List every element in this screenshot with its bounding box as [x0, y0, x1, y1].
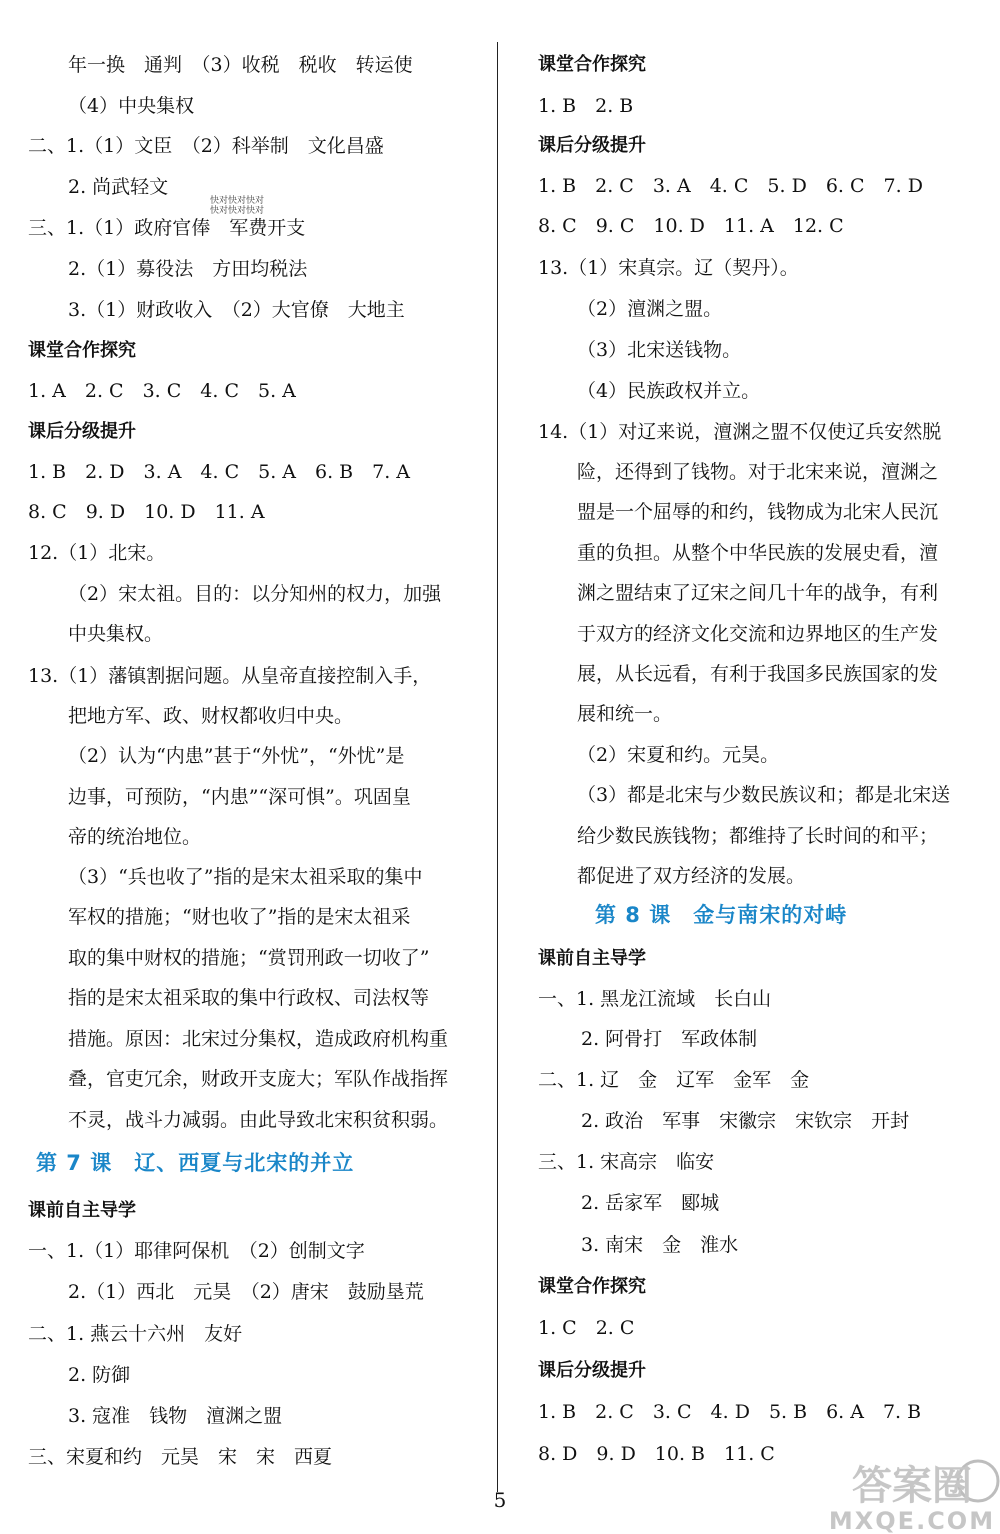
watermark-text: 快对快对快对 快对快对快对	[210, 196, 265, 216]
text-line: 中央集权。	[68, 623, 164, 645]
text-line: 1. B 2. B	[538, 95, 634, 117]
text-line: 边事，可预防，“内患”“深可惧”。巩固皇	[68, 786, 411, 808]
text-line: 2.（1）募役法 方田均税法	[68, 258, 308, 280]
text-line: 盟是一个屈辱的和约，钱物成为北宋人民沉	[577, 501, 939, 523]
text-line: 12.（1）北宋。	[28, 542, 166, 564]
text-line: 重的负担。从整个中华民族的发展史看，澶	[577, 542, 939, 564]
text-line: 给少数民族钱物；都维持了长时间的和平；	[577, 825, 939, 847]
logo-url: MXQE.COM	[828, 1507, 996, 1534]
text-line: 1. B 2. C 3. A 4. C 5. D 6. C 7. D	[538, 175, 923, 197]
text-line: 年一换 通判 （3）收税 税收 转运使	[68, 54, 413, 76]
text-line: 1. A 2. C 3. C 4. C 5. A	[28, 380, 296, 402]
text-line: （2）宋太祖。目的：以分知州的权力，加强	[68, 583, 442, 605]
text-line: 把地方军、政、财权都收归中央。	[68, 705, 354, 727]
section-heading: 课后分级提升	[28, 421, 136, 442]
text-line: 2.（1）西北 元昊 （2）唐宋 鼓励垦荒	[68, 1281, 424, 1303]
section-heading: 课前自主导学	[28, 1200, 136, 1221]
text-line: （2）宋夏和约。元昊。	[577, 744, 780, 766]
text-line: 不灵，战斗力减弱。由此导致北宋积贫积弱。	[68, 1109, 449, 1131]
text-line: 2. 阿骨打 军政体制	[581, 1028, 758, 1050]
text-line: 都促进了双方经济的发展。	[577, 865, 806, 887]
text-line: 1. B 2. C 3. C 4. D 5. B 6. A 7. B	[538, 1401, 922, 1423]
text-line: 指的是宋太祖采取的集中行政权、司法权等	[68, 987, 430, 1009]
text-line: 军权的措施；“财也收了”指的是宋太祖采	[68, 906, 411, 928]
text-line: 二、1. 辽 金 辽军 金军 金	[538, 1069, 810, 1091]
text-line: 三、宋夏和约 元昊 宋 宋 西夏	[28, 1446, 333, 1468]
text-line: 渊之盟结束了辽宋之间几十年的战争，有利	[577, 582, 939, 604]
section-heading: 课堂合作探究	[28, 340, 136, 361]
text-line: 展和统一。	[577, 703, 673, 725]
text-line: 展，从长远看，有利于我国多民族国家的发	[577, 663, 939, 685]
text-line: 2. 尚武轻文	[68, 176, 169, 198]
text-line: （2）认为“内患”甚于“外忧”，“外忧”是	[68, 745, 405, 767]
section-heading: 课后分级提升	[538, 1360, 646, 1381]
text-line: 2. 岳家军 郾城	[581, 1192, 720, 1214]
section-heading: 课后分级提升	[538, 135, 646, 156]
text-line: 一、1.（1）耶律阿保机 （2）创制文字	[28, 1240, 365, 1262]
text-line: 二、1. 燕云十六州 友好	[28, 1323, 243, 1345]
text-line: （3）都是北宋与少数民族议和；都是北宋送	[577, 784, 951, 806]
column-divider	[497, 42, 498, 1492]
text-line: 帝的统治地位。	[68, 826, 202, 848]
section-heading: 课堂合作探究	[538, 1276, 646, 1297]
text-line: 二、1.（1）文臣 （2）科举制 文化昌盛	[28, 135, 384, 157]
text-line: （4）中央集权	[68, 95, 195, 117]
text-line: 三、1.（1）政府官俸 军费开支	[28, 217, 306, 239]
text-line: （2）澶渊之盟。	[577, 298, 723, 320]
text-line: 14.（1）对辽来说，澶渊之盟不仅使辽兵安然脱	[538, 421, 942, 443]
text-line: 一、1. 黑龙江流域 长白山	[538, 988, 772, 1010]
text-line: 8. D 9. D 10. B 11. C	[538, 1443, 775, 1465]
text-line: 于双方的经济文化交流和边界地区的生产发	[577, 623, 939, 645]
text-line: 3. 南宋 金 淮水	[581, 1234, 739, 1256]
text-line: 险，还得到了钱物。对于北宋来说，澶渊之	[577, 461, 939, 483]
text-line: 1. C 2. C	[538, 1317, 635, 1339]
lesson-8-title: 第 8 课 金与南宋的对峙	[595, 903, 848, 927]
logo-text: 答案圈	[852, 1463, 972, 1509]
text-line: 三、1. 宋高宗 临安	[538, 1151, 715, 1173]
text-line: 取的集中财权的措施；“赏罚刑政一切收了”	[68, 947, 430, 969]
text-line: 3.（1）财政收入 （2）大官僚 大地主	[68, 299, 405, 321]
text-line: 13.（1）宋真宗。辽（契丹）。	[538, 257, 799, 279]
text-line: （3）“兵也收了”指的是宋太祖采取的集中	[68, 866, 423, 888]
text-line: 13.（1）藩镇割据问题。从皇帝直接控制入手，	[28, 665, 432, 687]
page-number: 5	[493, 1488, 507, 1512]
lesson-7-title: 第 7 课 辽、西夏与北宋的并立	[36, 1151, 355, 1175]
text-line: 8. C 9. C 10. D 11. A 12. C	[538, 215, 844, 237]
text-line: 8. C 9. D 10. D 11. A	[28, 501, 265, 523]
site-logo	[800, 1455, 1000, 1534]
text-line: 叠，官吏冗余，财政开支庞大；军队作战指挥	[68, 1068, 449, 1090]
text-line: 3. 寇准 钱物 澶渊之盟	[68, 1405, 283, 1427]
text-line: 2. 防御	[68, 1364, 131, 1386]
text-line: 2. 政治 军事 宋徽宗 宋钦宗 开封	[581, 1110, 910, 1132]
section-heading: 课前自主导学	[538, 948, 646, 969]
text-line: （4）民族政权并立。	[577, 380, 761, 402]
section-heading: 课堂合作探究	[538, 54, 646, 75]
text-line: （3）北宋送钱物。	[577, 339, 742, 361]
text-line: 1. B 2. D 3. A 4. C 5. A 6. B 7. A	[28, 461, 411, 483]
text-line: 措施。原因：北宋过分集权，造成政府机构重	[68, 1028, 449, 1050]
